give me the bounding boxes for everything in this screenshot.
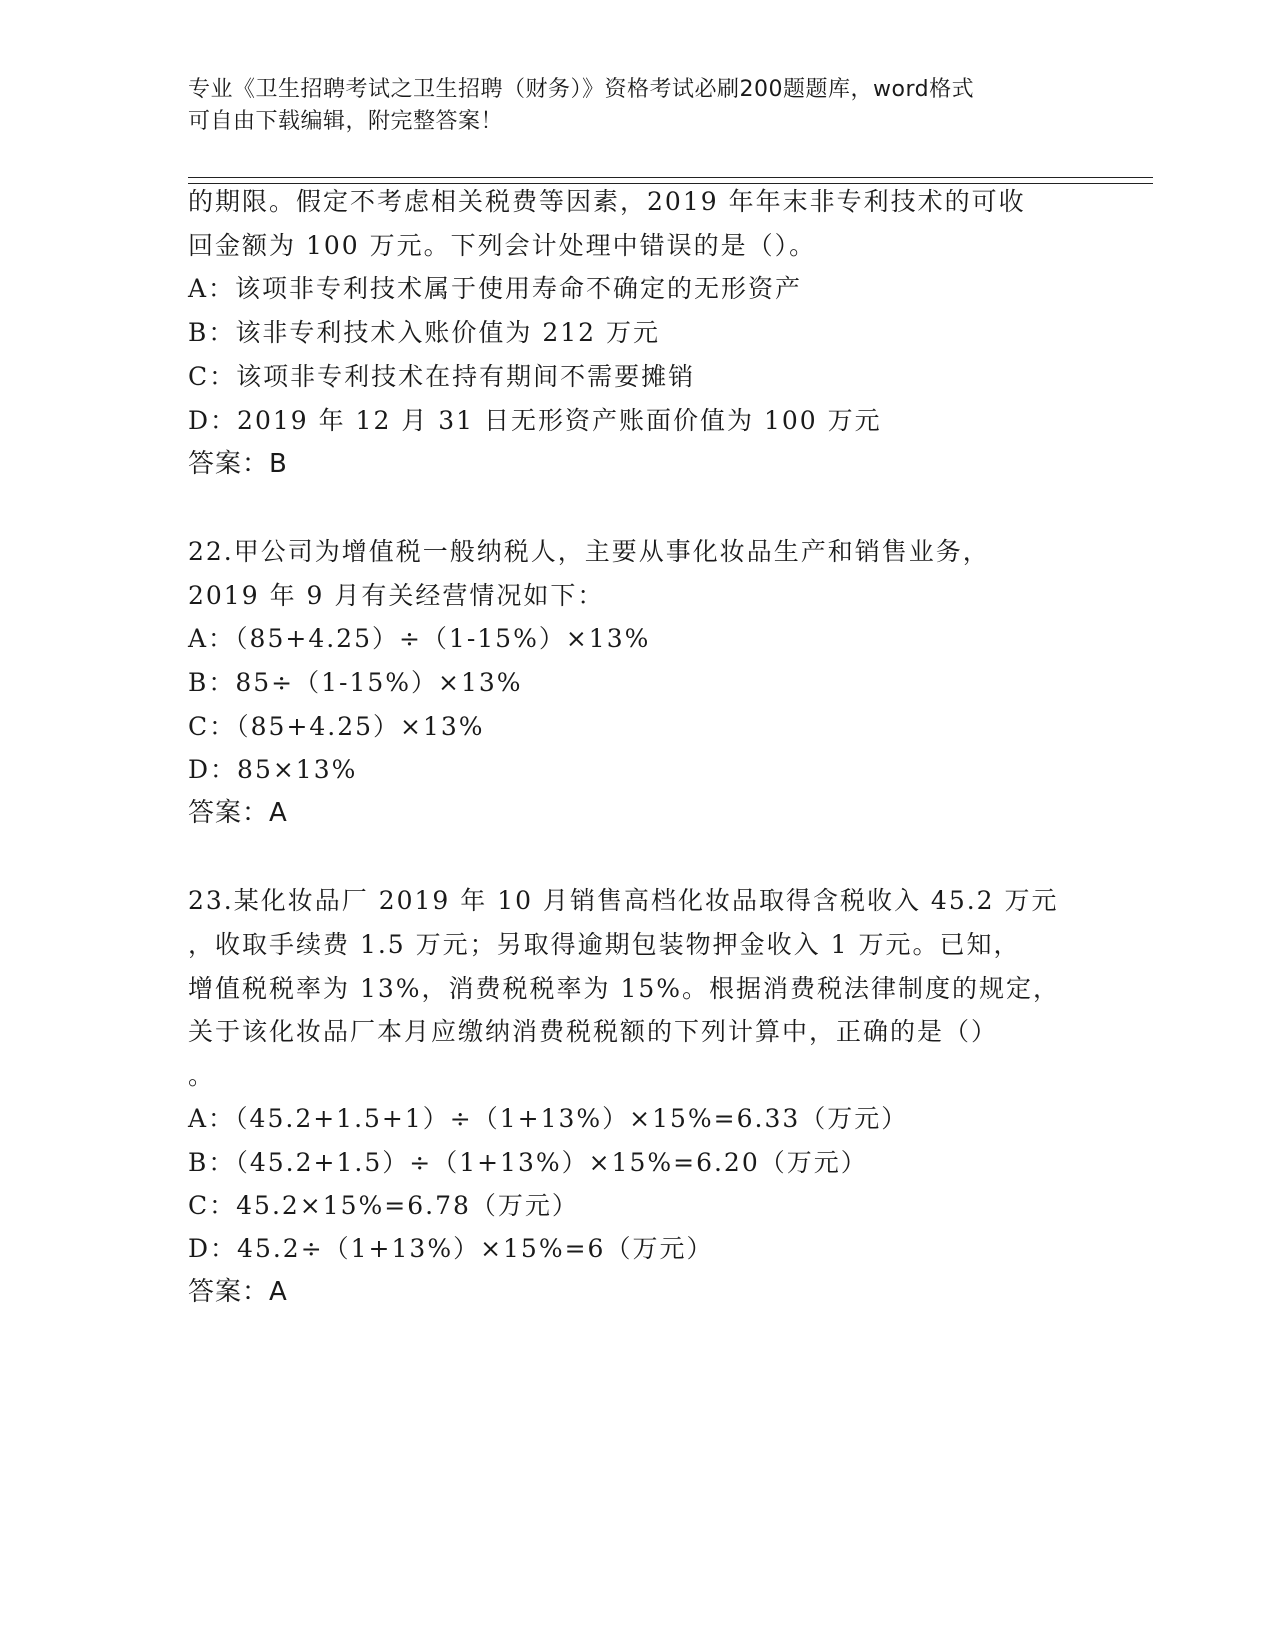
q21-option-b: B：该非专利技术入账价值为 212 万元 <box>188 318 660 347</box>
document-header <box>188 74 1088 138</box>
q21-stem-line-1: 的期限。假定不考虑相关税费等因素，2019 年年末非专利技术的可收 <box>188 187 1026 216</box>
q21-option-d: D：2019 年 12 月 31 日无形资产账面价值为 100 万元 <box>188 406 882 435</box>
q22-option-c: C：（85+4.25）×13% <box>188 712 485 741</box>
q23-stem-line-1: 23.某化妆品厂 2019 年 10 月销售高档化妆品取得含税收入 45.2 万元 <box>188 886 1059 915</box>
q23-answer: 答案：A <box>188 1277 288 1307</box>
q23-option-b: B：（45.2+1.5）÷（1+13%）×15%=6.20（万元） <box>188 1148 868 1177</box>
q22-stem-line-2: 2019 年 9 月有关经营情况如下： <box>188 581 605 610</box>
header-title-line-1: 专业《卫生招聘考试之卫生招聘（财务）》资格考试必刷200题题库，word格式 <box>188 77 975 102</box>
header-divider-bottom <box>188 183 1153 184</box>
q21-answer: 答案：B <box>188 449 288 479</box>
q23-stem-line-2: ，收取手续费 1.5 万元；另取得逾期包装物押金收入 1 万元。已知， <box>188 930 1021 959</box>
q23-stem-line-3: 增值税税率为 13%，消费税税率为 15%。根据消费税法律制度的规定， <box>188 974 1061 1003</box>
q22-stem-line-1: 22.甲公司为增值税一般纳税人，主要从事化妆品生产和销售业务， <box>188 537 990 566</box>
q23-stem-line-5: 。 <box>188 1061 216 1090</box>
header-title-line-2: 可自由下载编辑，附完整答案！ <box>188 109 504 134</box>
q23-option-a: A：（45.2+1.5+1）÷（1+13%）×15%=6.33（万元） <box>188 1104 909 1133</box>
q21-stem-line-2: 回金额为 100 万元。下列会计处理中错误的是（）。 <box>188 231 817 260</box>
header-divider-top <box>188 177 1153 178</box>
q22-option-d: D：85×13% <box>188 755 358 784</box>
q23-option-c: C：45.2×15%=6.78（万元） <box>188 1191 579 1220</box>
q22-option-a: A：（85+4.25）÷（1-15%）×13% <box>188 624 651 653</box>
q22-option-b: B：85÷（1-15%）×13% <box>188 668 523 697</box>
q21-option-a: A：该项非专利技术属于使用寿命不确定的无形资产 <box>188 274 803 303</box>
q22-answer: 答案：A <box>188 798 288 828</box>
q23-stem-line-4: 关于该化妆品厂本月应缴纳消费税税额的下列计算中，正确的是（） <box>188 1017 999 1046</box>
q23-option-d: D：45.2÷（1+13%）×15%=6（万元） <box>188 1234 714 1263</box>
q21-option-c: C：该项非专利技术在持有期间不需要摊销 <box>188 362 696 391</box>
